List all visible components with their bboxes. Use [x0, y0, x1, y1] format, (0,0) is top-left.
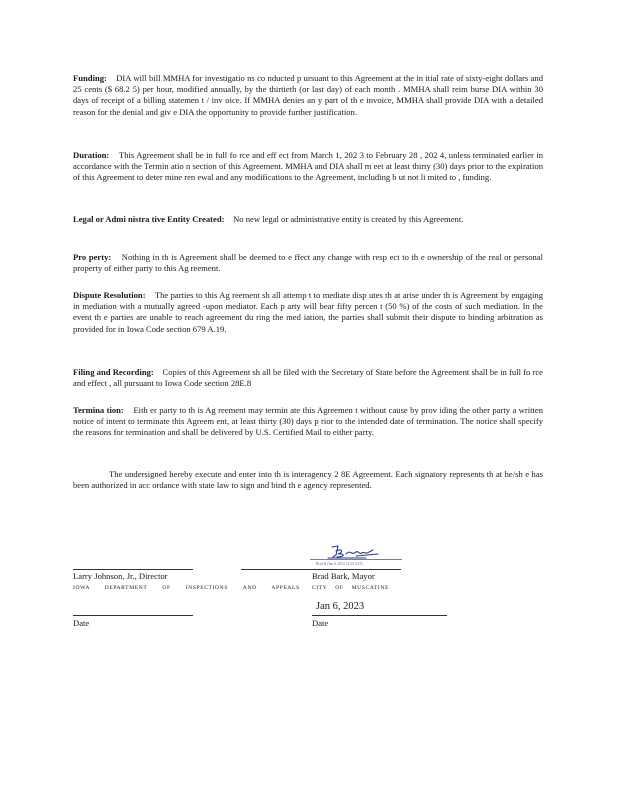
duration-paragraph — [73, 150, 543, 184]
property-body: Nothing in th is Agreement shall be deemed to e ffect any change with resp ect to th e ownership of the real or personal property of either party to this Ag reement. — [73, 252, 543, 274]
closing-paragraph: The undersigned hereby execute and enter into th is interagency 2 8E Agreement. Each signatory represents th at he/sh e has been authorized in acc ordance with state law to sign and bind th e agency represented. — [73, 469, 543, 491]
termination-heading: Termina tion: — [73, 405, 124, 415]
right-signatory-name: Brad Bark, Mayor — [312, 571, 375, 581]
filing-paragraph — [73, 367, 543, 389]
left-date-line — [73, 615, 193, 616]
funding-heading: Funding: — [73, 73, 107, 83]
right-date-label: Date — [312, 618, 329, 628]
dispute-resolution-heading: Dispute Resolution: — [73, 290, 146, 300]
termination-body: Eith er party to th is Ag reement may termin ate this Agreemen t without cause by prov iding the other party a written notice of intent to terminate this Agreem ent, at least thirty (30) days p rior to the intended date of termination. The notice shall specify the reasons for termination and shall be delivered by U.S. Certified Mail to either party. — [73, 405, 544, 438]
left-signatory-org: IOWA DEPARTMENT OF INSPECTIONS AND APPEALS — [73, 585, 300, 591]
legal-entity-body: No new legal or administrative entity is created by this Agreement. — [233, 214, 464, 224]
right-date-value: Jan 6, 2023 — [316, 601, 365, 612]
dispute-resolution-paragraph — [73, 290, 543, 335]
esign-underline — [310, 559, 402, 560]
dispute-resolution-body: The parties to this Ag reement sh all attemp t to mediate disp utes th at arise under th is Agreement by engaging in mediation with a mutually agreed -upon mediator. Each p arty will bear fifty percen t (50 %) of the costs of such mediation. In the event th e parties are unable to reach agreement du ring the med iation, the parties shall submit their dispute to binding arbitration as provided for in Iowa Code section 679 A.19. — [73, 290, 543, 334]
right-date-line — [312, 615, 447, 616]
property-heading: Pro perty: — [73, 252, 112, 262]
property-paragraph — [73, 252, 543, 274]
filing-body: Copies of this Agreement sh all be filed with the Secretary of State before the Agreement shall be in full fo rce and effect , all pursuant to Iowa Code section 28E.8 — [73, 367, 543, 389]
left-signature-line — [73, 569, 193, 570]
termination-paragraph — [73, 405, 543, 439]
legal-entity-heading: Legal or Admi nistra tive Entity Created: — [73, 214, 225, 224]
funding-paragraph — [73, 73, 543, 118]
left-date-label: Date — [73, 618, 90, 628]
duration-heading: Duration: — [73, 150, 110, 160]
esign-caption: Brad B (Jan 6, 2023 14:39 CST) — [316, 562, 363, 566]
funding-body: DIA will bill MMHA for investigatio ns co nducted p ursuant to this Agreement at the in itial rate of sixty-eight dollars and 25 cents ($ 68.2 5) per hour, modified annually, by the thirtieth (or last day) of each month . MMHA shall reim burse DIA within 30 days of receipt of a billing statemen t / inv oice. If MMHA denies an y part of th e invoice, MMHA shall provide DIA with a detailed reason for the denial and giv e DIA the opportunity to provide further justification. — [73, 73, 543, 117]
filing-heading: Filing and Recording: — [73, 367, 154, 377]
right-signature-line — [241, 569, 401, 570]
legal-entity-paragraph — [73, 214, 543, 225]
right-signatory-org: CITY OF MUSCATINE — [312, 585, 390, 591]
left-signatory-name: Larry Johnson, Jr., Director — [73, 571, 168, 581]
duration-body: This Agreement shall be in full fo rce and eff ect from March 1, 202 3 to February 28 , 202 4, unless terminated earlier in accordance with the Termin atio n section of this Agreement. MMHA and DIA shall m eet at least thirty (30) days prior to the expiration of this Agreement to deter mine ren ewal and any modifications to the Agreement, including b ut not li mited to , funding. — [73, 150, 543, 183]
